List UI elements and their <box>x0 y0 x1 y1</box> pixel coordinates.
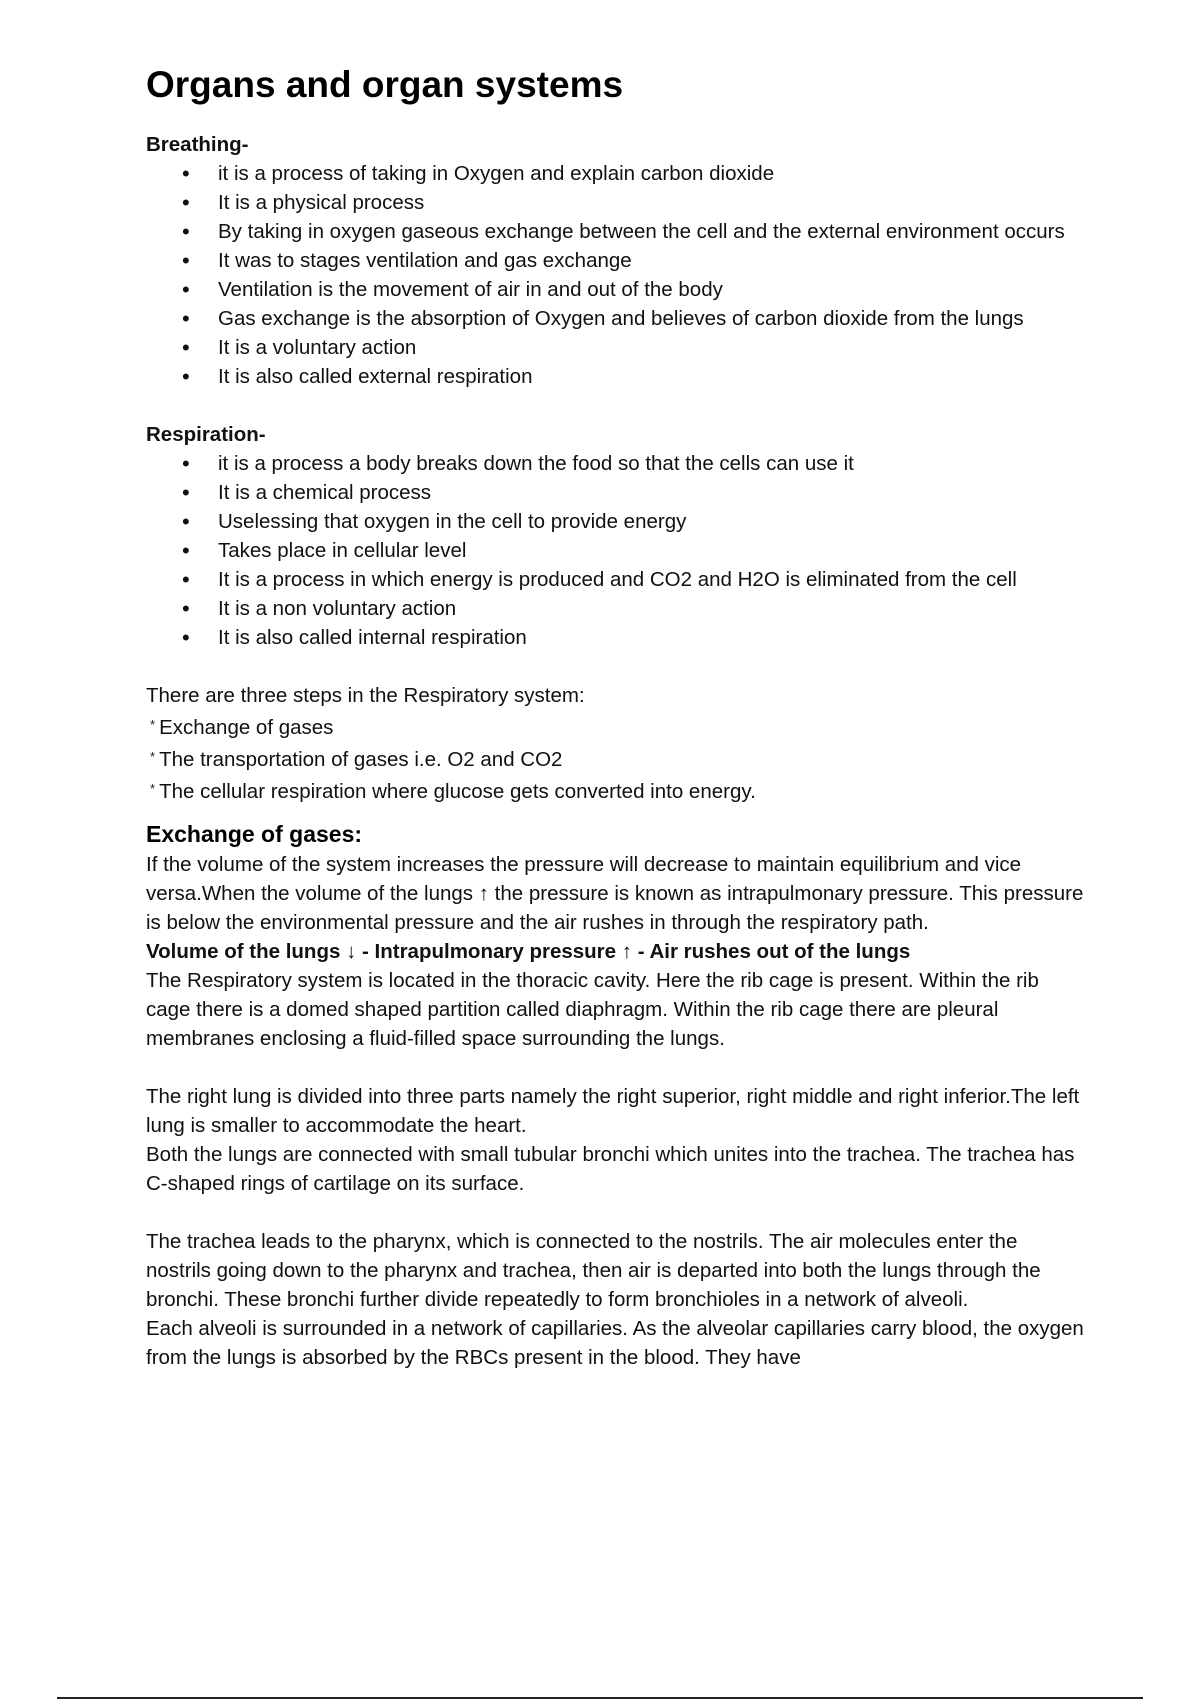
footer-divider <box>57 1697 1143 1699</box>
list-item <box>146 774 1086 806</box>
steps-list <box>146 710 1086 806</box>
spacer <box>146 1053 1086 1082</box>
list-item: • Takes place in cellular level <box>146 536 1086 565</box>
list-item: • It is a voluntary action <box>146 333 1086 362</box>
page-title: Organs and organ systems <box>146 64 624 105</box>
exchange-paragraph-3: The right lung is divided into three parts namely the right superior, right middle and right inferior.The left lung is smaller to accommodate the heart. <box>146 1085 1080 1137</box>
spacer <box>146 652 1086 681</box>
list-item: • It is also called external respiration <box>146 362 1086 391</box>
list-item: • Uselessing that oxygen in the cell to provide energy <box>146 507 1086 536</box>
list-item-text: The cellular respiration where glucose gets converted into energy. <box>159 780 756 803</box>
list-item: • It is a process in which energy is produced and CO2 and H2O is eliminated from the cell <box>146 565 1086 594</box>
list-item: • By taking in oxygen gaseous exchange between the cell and the external environment occurs <box>146 217 1086 246</box>
breathing-list <box>146 159 1086 391</box>
exchange-paragraph-5: The trachea leads to the pharynx, which is connected to the nostrils. The air molecules enter the nostrils going down to the pharynx and trachea, then air is departed into both the lungs through the bronchi. These bronchi further divide repeatedly to form bronchioles in a network of alveoli. <box>146 1230 1041 1311</box>
respiration-list <box>146 449 1086 652</box>
document-page <box>146 62 1086 1372</box>
list-item <box>146 742 1086 774</box>
asterisk-marker: * <box>150 717 156 732</box>
asterisk-marker: * <box>150 749 156 764</box>
exchange-paragraph-1: If the volume of the system increases the pressure will decrease to maintain equilibrium and vice versa.When the volume of the lungs ↑ the pressure is known as intrapulmonary pressure. This pressure is below the environmental pressure and the air rushes in through the respiratory path. <box>146 853 1084 934</box>
exchange-paragraph-6: Each alveoli is surrounded in a network of capillaries. As the alveolar capillaries carry blood, the oxygen from the lungs is absorbed by the RBCs present in the blood. They have <box>146 1317 1084 1369</box>
exchange-bold-line: Volume of the lungs ↓ - Intrapulmonary pressure ↑ - Air rushes out of the lungs <box>146 940 911 963</box>
exchange-heading: Exchange of gases: <box>146 821 363 847</box>
list-item-text: Exchange of gases <box>159 716 334 739</box>
list-item: • it is a process a body breaks down the food so that the cells can use it <box>146 449 1086 478</box>
asterisk-marker: * <box>150 781 156 796</box>
list-item: • Ventilation is the movement of air in and out of the body <box>146 275 1086 304</box>
list-item <box>146 710 1086 742</box>
list-item: • It is a chemical process <box>146 478 1086 507</box>
list-item: • it is a process of taking in Oxygen and explain carbon dioxide <box>146 159 1086 188</box>
steps-intro: There are three steps in the Respiratory system: <box>146 684 585 707</box>
exchange-paragraph-4: Both the lungs are connected with small tubular bronchi which unites into the trachea. The trachea has C-shaped rings of cartilage on its surface. <box>146 1143 1075 1195</box>
respiration-heading: Respiration- <box>146 423 266 446</box>
spacer <box>146 1198 1086 1227</box>
list-item: • It is also called internal respiration <box>146 623 1086 652</box>
list-item: • It was to stages ventilation and gas exchange <box>146 246 1086 275</box>
list-item: • It is a non voluntary action <box>146 594 1086 623</box>
list-item: • Gas exchange is the absorption of Oxygen and believes of carbon dioxide from the lungs <box>146 304 1086 333</box>
list-item: • It is a physical process <box>146 188 1086 217</box>
spacer <box>146 391 1086 420</box>
list-item-text: The transportation of gases i.e. O2 and CO2 <box>159 748 563 771</box>
breathing-heading: Breathing- <box>146 133 249 156</box>
exchange-paragraph-2: The Respiratory system is located in the thoracic cavity. Here the rib cage is present. Within the rib cage there is a domed shaped partition called diaphragm. Within the rib cage there are pleural membranes enclosing a fluid-filled space surrounding the lungs. <box>146 969 1039 1050</box>
